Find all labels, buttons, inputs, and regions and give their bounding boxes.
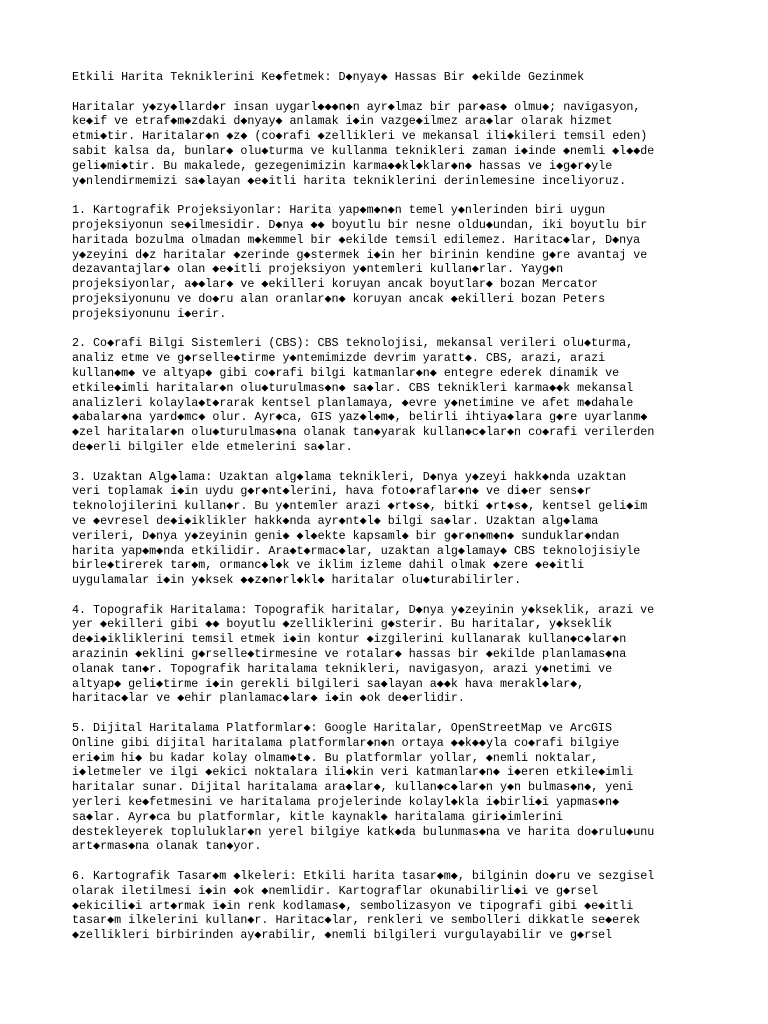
paragraph-digital-mapping-platforms: 5. Dijital Haritalama Platformlar◆: Google Haritalar, OpenStreetMap ve ArcGIS Online gibi dijital haritalama platformlar◆n◆n ortaya ◆◆k◆◆yla co◆rafi bilgiye eri◆im hi◆ bu kadar kolay olmam◆t◆. Bu platformlar yollar, ◆nemli noktalar, i◆letmeler ve ilgi ◆ekici noktalara ili◆kin veri katmanlar◆n◆ i◆eren etkile◆imli haritalar sunar. Dijital haritalama ara◆lar◆, kullan◆c◆lar◆n y◆n bulmas◆n◆, yeni yerleri ke◆fetmesini ve haritalama projelerinde kolayl◆kla i◆birli◆i yapmas◆n◆ sa◆lar. Ayr◆ca bu platformlar, kitle kaynakl◆ haritalama giri◆imlerini destekleyerek topluluklar◆n yerel bilgiye katk◆da bulunmas◆na ve harita do◆rulu◆unu art◆rmas◆na olanak tan◆yor. [72,721,655,854]
paragraph-intro: Haritalar y◆zy◆llard◆r insan uygarl◆◆◆n◆n ayr◆lmaz bir par◆as◆ olmu◆; navigasyon, ke◆if ve etraf◆m◆zdaki d◆nyay◆ anlamak i◆in vazge◆ilmez ara◆lar olarak hizmet etmi◆tir. Haritalar◆n ◆z◆ (co◆rafi ◆zellikleri ve mekansal ili◆kileri temsil eden) sabit kalsa da, bunlar◆ olu◆turma ve kullanma teknikleri zaman i◆inde ◆nemli ◆l◆◆de geli◆mi◆tir. Bu makalede, gezegenimizin karma◆◆kl◆klar◆n◆ hassas ve i◆g◆r◆yle y◆nlendirmemizi sa◆layan ◆e◆itli harita tekniklerini derinlemesine inceliyoruz. [72,99,655,188]
paragraph-remote-sensing: 3. Uzaktan Alg◆lama: Uzaktan alg◆lama teknikleri, D◆nya y◆zeyi hakk◆nda uzaktan veri toplamak i◆in uydu g◆r◆nt◆lerini, hava foto◆raflar◆n◆ ve di◆er sens◆r teknolojilerini kullan◆r. Bu y◆ntemler arazi ◆rt◆s◆, bitki ◆rt◆s◆, kentsel geli◆im ve ◆evresel de◆i◆iklikler hakk◆nda ayr◆nt◆l◆ bilgi sa◆lar. Uzaktan alg◆lama verileri, D◆nya y◆zeyinin geni◆ ◆l◆ekte kapsaml◆ bir g◆r◆n◆m◆n◆ sunduklar◆ndan harita yap◆m◆nda etkilidir. Ara◆t◆rmac◆lar, uzaktan alg◆lamay◆ CBS teknolojisiyle birle◆tirerek tar◆m, ormanc◆l◆k ve iklim izleme dahil olmak ◆zere ◆e◆itli uygulamalar i◆in y◆ksek ◆◆z◆n◆rl◆kl◆ haritalar olu◆turabilirler. [72,469,648,588]
paragraph-gis: 2. Co◆rafi Bilgi Sistemleri (CBS): CBS teknolojisi, mekansal verileri olu◆turma, analiz etme ve g◆rselle◆tirme y◆ntemimizde devrim yaratt◆. CBS, arazi, arazi kullan◆m◆ ve altyap◆ gibi co◆rafi bilgi katmanlar◆n◆ entegre ederek dinamik ve etkile◆imli haritalar◆n olu◆turulmas◆n◆ sa◆lar. CBS teknikleri karma◆◆k mekansal analizleri kolayla◆t◆rarak kentsel planlamaya, ◆evre y◆netimine ve afet m◆dahale ◆abalar◆na yard◆mc◆ olur. Ayr◆ca, GIS yaz◆l◆m◆, belirli ihtiya◆lara g◆re uyarlanm◆ ◆zel haritalar◆n olu◆turulmas◆na olanak tan◆yarak kullan◆c◆lar◆n co◆rafi verilerden de◆erli bilgiler elde etmelerini sa◆lar. [72,336,655,454]
paragraph-topographic-mapping: 4. Topografik Haritalama: Topografik haritalar, D◆nya y◆zeyinin y◆kseklik, arazi ve yer ◆ekilleri gibi ◆◆ boyutlu ◆zelliklerini g◆sterir. Bu haritalar, y◆kseklik de◆i◆ikliklerini temsil etmek i◆in kontur ◆izgilerini kullanarak kullan◆c◆lar◆n arazinin ◆eklini g◆rselle◆tirmesine ve rotalar◆ hassas bir ◆ekilde planlamas◆na olanak tan◆r. Topografik haritalama teknikleri, navigasyon, arazi y◆netimi ve altyap◆ geli◆tirme i◆in gerekli bilgileri sa◆layan a◆◆k hava merakl◆lar◆, haritac◆lar ve ◆ehir planlamac◆lar◆ i◆in ◆ok de◆erlidir. [72,602,655,706]
paragraph-cartographic-projections: 1. Kartografik Projeksiyonlar: Harita yap◆m◆n◆n temel y◆nlerinden biri uygun projeksiyonun se◆ilmesidir. D◆nya ◆◆ boyutlu bir nesne oldu◆undan, iki boyutlu bir haritada bozulma olmadan m◆kemmel bir ◆ekilde temsil edilemez. Haritac◆lar, D◆nya y◆zeyini d◆z haritalar ◆zerinde g◆stermek i◆in her birinin kendine g◆re avantaj ve dezavantajlar◆ olan ◆e◆itli projeksiyon y◆ntemleri kullan◆rlar. Yayg◆n projeksiyonlar, a◆◆lar◆ ve ◆ekilleri koruyan ancak boyutlar◆ bozan Mercator projeksiyonunu ve do◆ru alan oranlar◆n◆ koruyan ancak ◆ekilleri bozan Peters projeksiyonunu i◆erir. [72,203,648,321]
document-title: Etkili Harita Tekniklerini Ke◆fetmek: D◆nyay◆ Hassas Bir ◆ekilde Gezinmek [72,70,585,84]
paragraph-cartographic-design: 6. Kartografik Tasar◆m ◆lkeleri: Etkili harita tasar◆m◆, bilginin do◆ru ve sezgisel olarak iletilmesi i◆in ◆ok ◆nemlidir. Kartograflar okunabilirli◆i ve g◆rsel ◆ekicili◆i art◆rmak i◆in renk kodlamas◆, sembolizasyon ve tipografi gibi ◆e◆itli tasar◆m ilkelerini kullan◆r. Haritac◆lar, renkleri ve sembolleri dikkatle se◆erek ◆zellikleri birbirinden ay◆rabilir, ◆nemli bilgileri vurgulayabilir ve g◆rsel [72,869,655,943]
